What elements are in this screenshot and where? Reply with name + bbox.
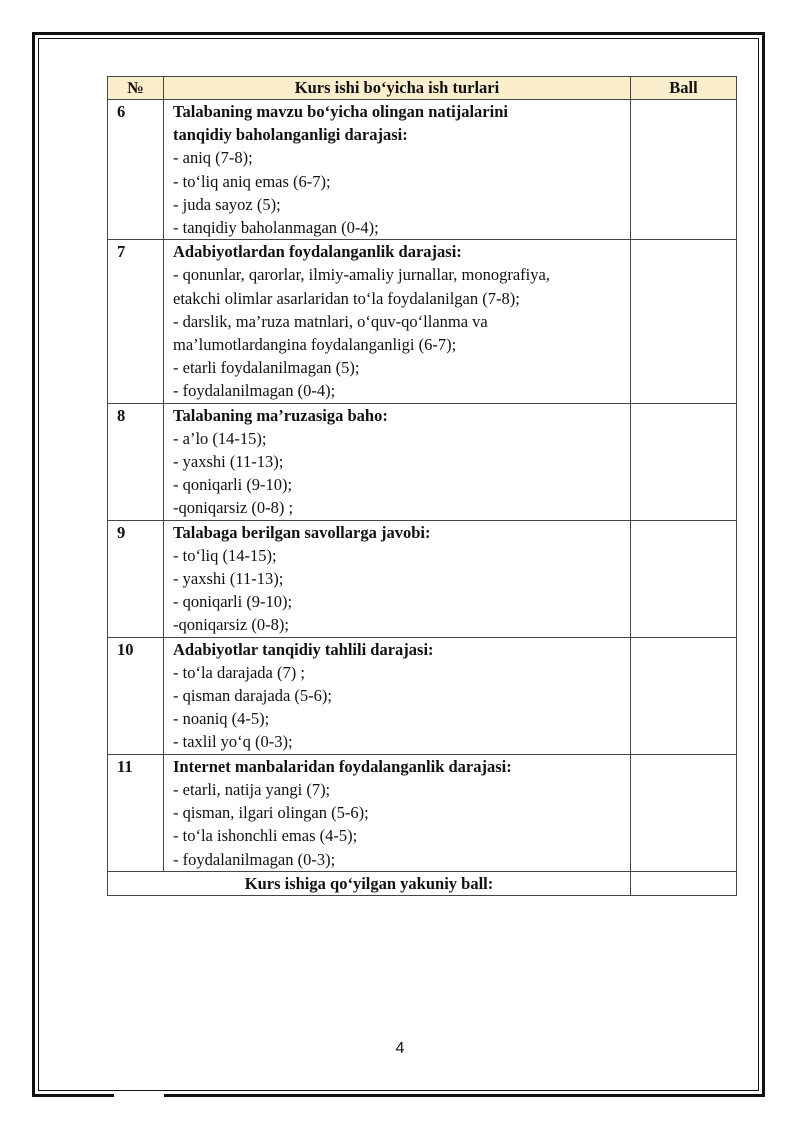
- criterion-title: Talabaning ma’ruzasiga baho:: [173, 405, 388, 425]
- criterion-option: - to‘la darajada (7) ;: [173, 662, 305, 682]
- final-score-label: Kurs ishiga qo‘yilgan yakuniy ball:: [108, 871, 631, 895]
- criterion-cell: [164, 100, 631, 240]
- criterion-cell: [164, 754, 631, 871]
- criterion-option: - etarli, natija yangi (7);: [173, 779, 331, 799]
- ball-cell: [631, 403, 737, 520]
- table-header-row: [108, 77, 737, 100]
- criterion-title: Adabiyotlar tanqidiy tahlili darajasi:: [173, 639, 434, 659]
- row-number: 11: [108, 754, 164, 871]
- criterion-option: - qisman darajada (5-6);: [173, 686, 332, 706]
- criterion-option: - tanqidiy baholanmagan (0-4);: [173, 218, 379, 238]
- criterion-option: - foydalanilmagan (0-3);: [173, 849, 336, 869]
- criterion-option: - foydalanilmagan (0-4);: [173, 381, 336, 401]
- criterion-option: - qonunlar, qarorlar, ilmiy-amaliy jurnallar, monografiya,: [173, 265, 550, 285]
- assessment-table: [107, 76, 737, 896]
- header-number: №: [108, 77, 164, 100]
- table-row: [108, 637, 737, 754]
- criterion-option: - qoniqarli (9-10);: [173, 592, 293, 612]
- criterion-option: ma’lumotlardangina foydalanganligi (6-7);: [173, 335, 457, 355]
- criterion-title: Internet manbalaridan foydalanganlik darajasi:: [173, 756, 512, 776]
- table-row: [108, 240, 737, 403]
- criterion-option: - yaxshi (11-13);: [173, 569, 284, 589]
- criterion-option: - to‘liq aniq emas (6-7);: [173, 171, 331, 191]
- ball-cell: [631, 754, 737, 871]
- criterion-option: - qisman, ilgari olingan (5-6);: [173, 803, 369, 823]
- header-ball: Ball: [631, 77, 737, 100]
- criterion-option: - noaniq (4-5);: [173, 709, 270, 729]
- criterion-option: - a’lo (14-15);: [173, 428, 267, 448]
- criterion-title: tanqidiy baholanganligi darajasi:: [173, 125, 408, 145]
- row-number: 6: [108, 100, 164, 240]
- page-number: 4: [395, 1040, 405, 1057]
- criterion-cell: [164, 637, 631, 754]
- criterion-title: Talabaning mavzu bo‘yicha olingan natijalarini: [173, 102, 508, 121]
- criterion-option: - etarli foydalanilmagan (5);: [173, 358, 360, 378]
- table-row: [108, 100, 737, 240]
- table-row: [108, 520, 737, 637]
- criterion-option: - aniq (7-8);: [173, 148, 253, 168]
- criterion-option: - to‘la ishonchli emas (4-5);: [173, 826, 358, 846]
- ball-cell: [631, 240, 737, 403]
- criterion-option: - taxlil yo‘q (0-3);: [173, 732, 293, 752]
- criterion-option: - to‘liq (14-15);: [173, 545, 277, 565]
- criterion-title: Talabaga berilgan savollarga javobi:: [173, 522, 431, 542]
- table-row: [108, 403, 737, 520]
- header-work-types: Kurs ishi bo‘yicha ish turlari: [164, 77, 631, 100]
- ball-cell: [631, 520, 737, 637]
- criterion-option: - darslik, ma’ruza matnlari, o‘quv-qo‘llanma va: [173, 311, 488, 331]
- row-number: 8: [108, 403, 164, 520]
- final-score-row: [108, 871, 737, 895]
- final-score-cell: [631, 871, 737, 895]
- criterion-title: Adabiyotlardan foydalanganlik darajasi:: [173, 242, 462, 262]
- criterion-option: - qoniqarli (9-10);: [173, 475, 293, 495]
- row-number: 9: [108, 520, 164, 637]
- criterion-option: -qoniqarsiz (0-8) ;: [173, 498, 294, 518]
- table-row: [108, 754, 737, 871]
- criterion-option: -qoniqarsiz (0-8);: [173, 615, 289, 635]
- ball-cell: [631, 637, 737, 754]
- criterion-option: etakchi olimlar asarlaridan to‘la foydalanilgan (7-8);: [173, 288, 520, 308]
- criterion-option: - yaxshi (11-13);: [173, 452, 284, 472]
- row-number: 10: [108, 637, 164, 754]
- criterion-cell: [164, 520, 631, 637]
- criterion-cell: [164, 240, 631, 403]
- criterion-cell: [164, 403, 631, 520]
- criterion-option: - juda sayoz (5);: [173, 194, 281, 214]
- row-number: 7: [108, 240, 164, 403]
- ball-cell: [631, 100, 737, 240]
- border-gap: [114, 1094, 164, 1097]
